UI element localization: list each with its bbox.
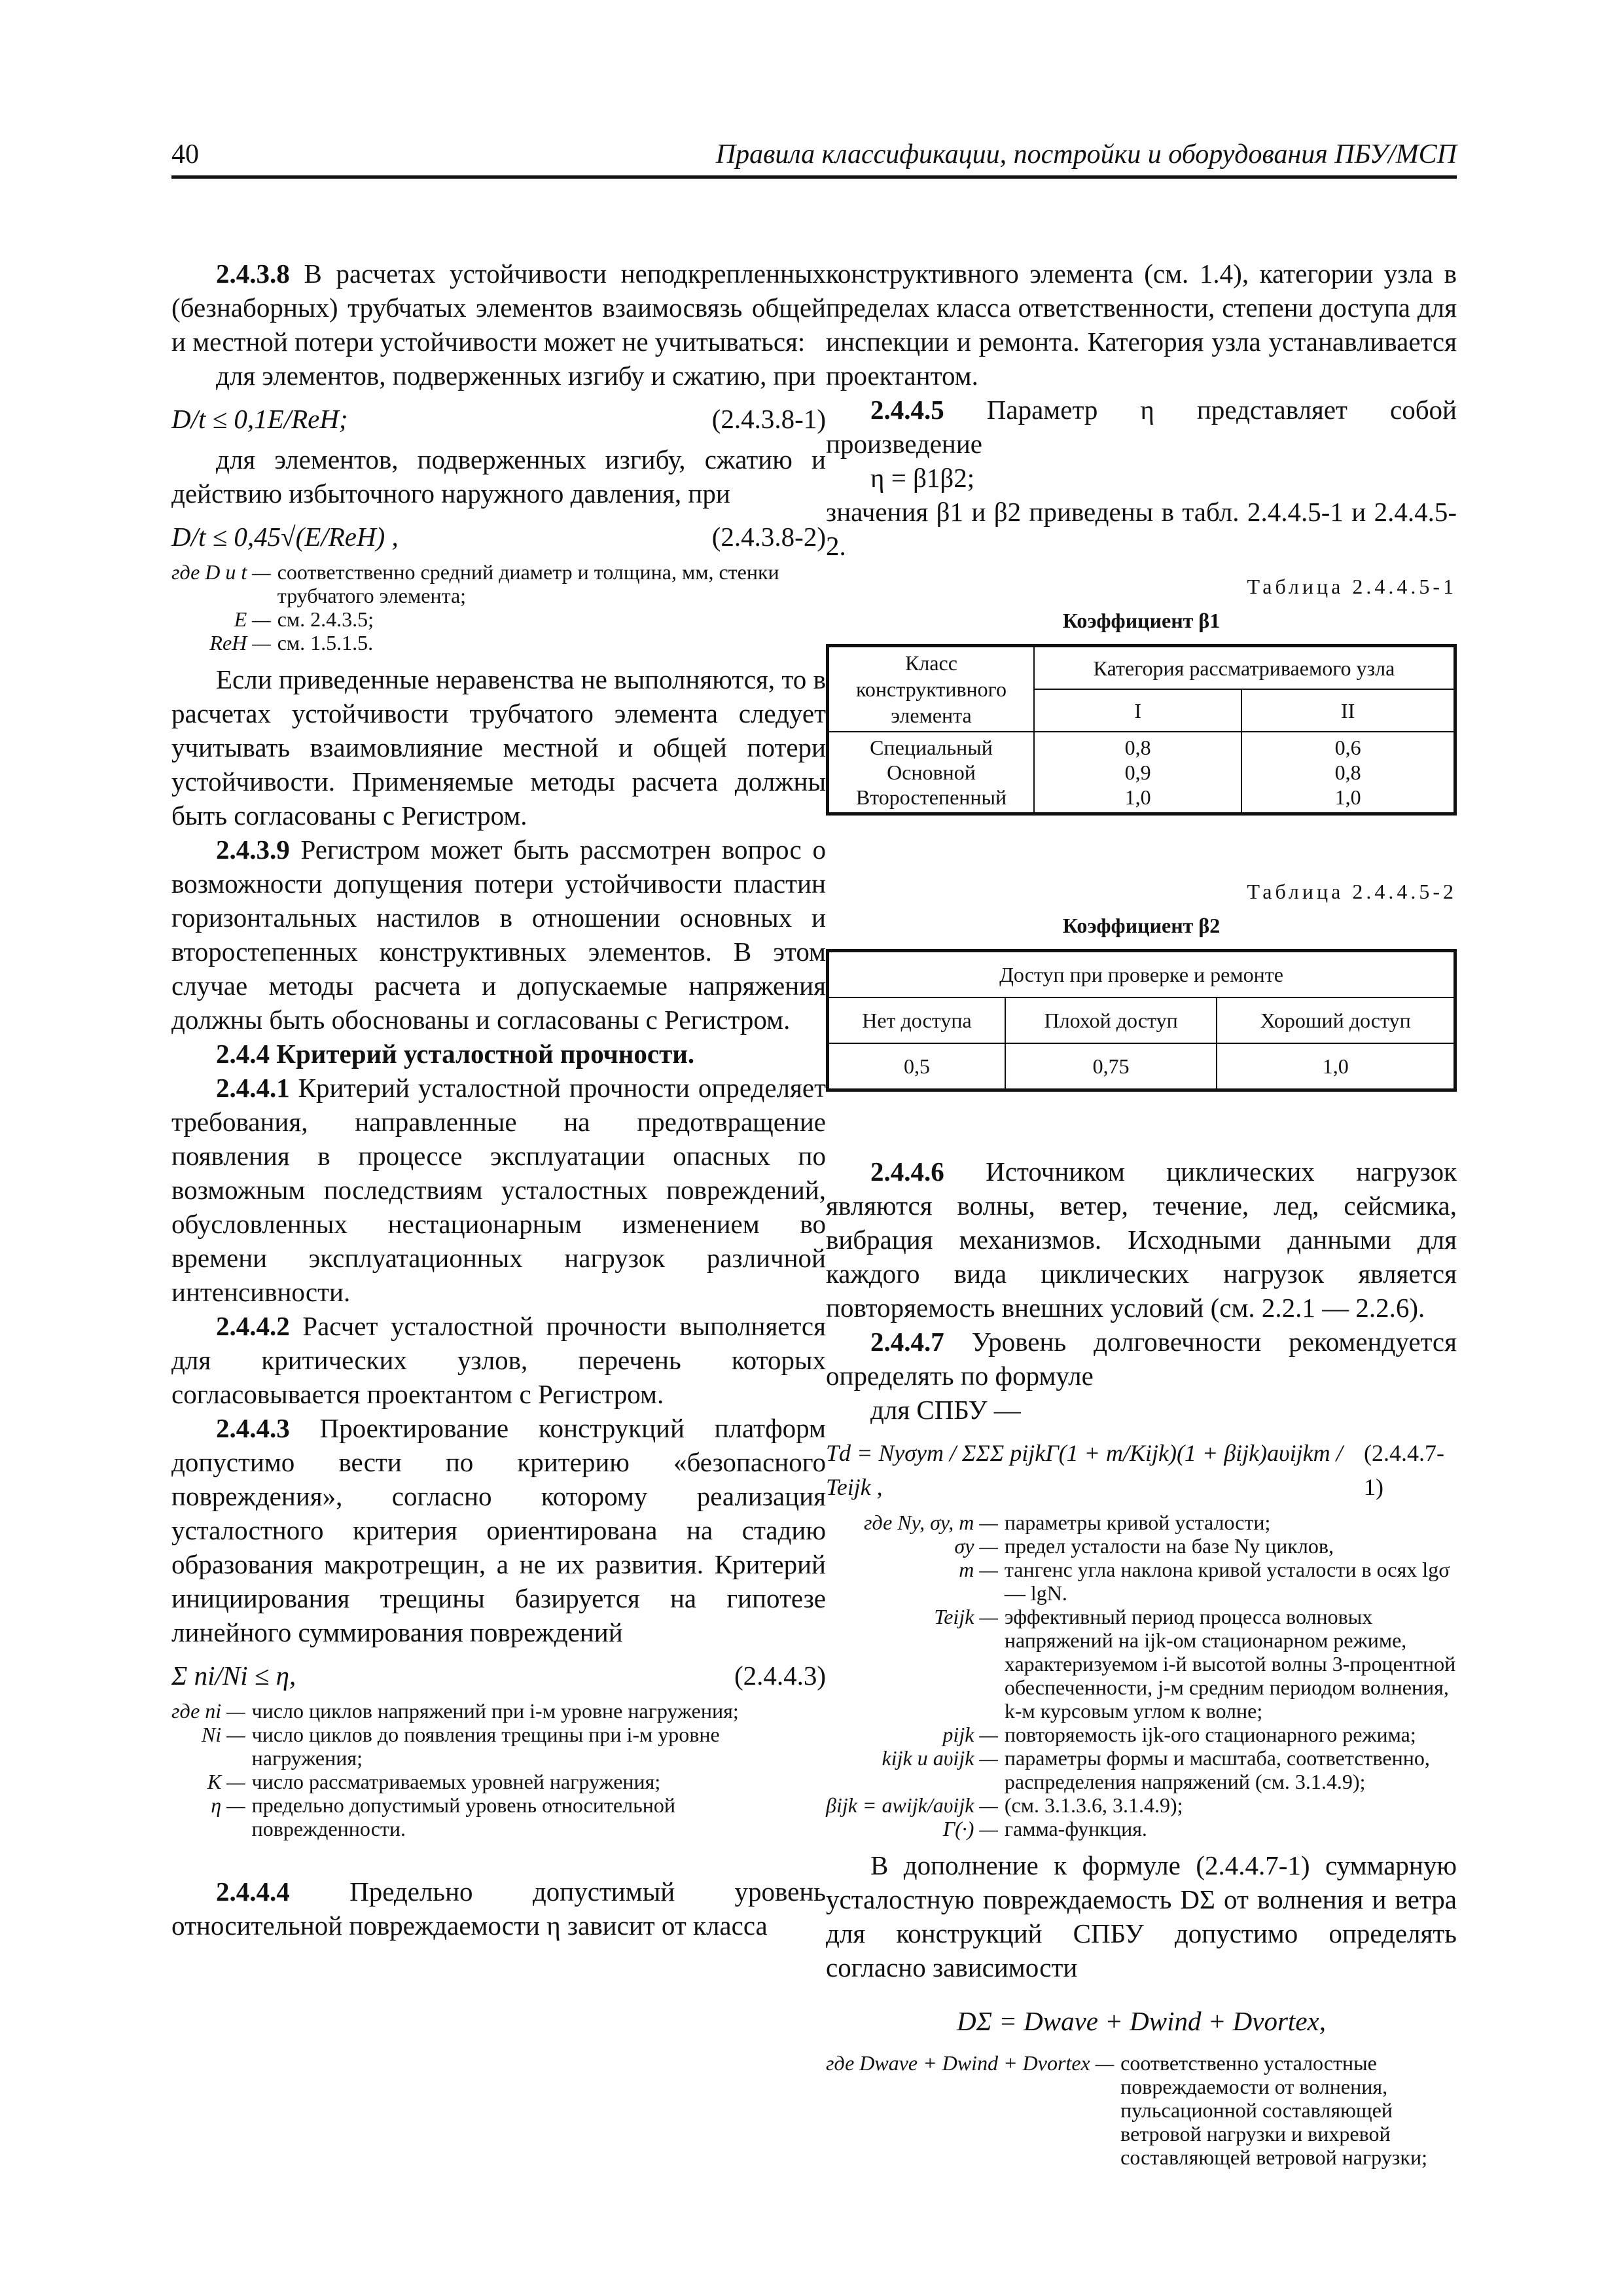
where-value: гамма-функция. [1004, 1817, 1147, 1840]
where-key: Teijk — [934, 1605, 998, 1628]
table1-header-category: Категория рассматриваемого узла [1034, 646, 1455, 690]
clause-label: 2.4.4.3 [216, 1413, 290, 1443]
formula-d-sigma: DΣ = Dwave + Dwind + Dvortex, [957, 2006, 1326, 2036]
table-beta1 [826, 644, 1457, 816]
clause-text: Расчет усталостной прочности выполняется для критических узлов, перечень которых согласовывается проектантом с Регистром. [171, 1311, 826, 1409]
where-value: число циклов напряжений при i-м уровне нагружения; [251, 1699, 739, 1723]
table2-col-header: Нет доступа [828, 997, 1005, 1043]
where-key: η — [211, 1793, 245, 1817]
right-column [826, 257, 1457, 2177]
where-value: (см. 3.1.3.6, 3.1.4.9); [1004, 1793, 1183, 1817]
clause-label: 2.4.4.1 [216, 1073, 290, 1103]
table2-header-access: Доступ при проверке и ремонте [828, 951, 1455, 998]
where-value: параметры кривой усталости; [1004, 1511, 1271, 1534]
paragraph-2-4-3-8 [171, 257, 826, 359]
where-key: kijk и aυijk — [882, 1746, 998, 1770]
table1-header-II: II [1241, 689, 1455, 732]
clause-text: Предельно допустимый уровень относительной повреждаемости η зависит от класса [171, 1876, 826, 1941]
formula-expression: Σ ni/Ni ≤ η, [171, 1660, 296, 1691]
where-value: соответственно усталостные повреждаемости от волнения, пульсационной составляющей ветровой нагрузки и вихревой составляющей ветровой нагрузки; [1120, 2051, 1427, 2169]
paragraph-continuation: конструктивного элемента (см. 1.4), категории узла в пределах класса ответственности, степени доступа для инспекции и ремонта. Категория узла устанавливается проектантом. [826, 259, 1457, 391]
paragraph-2-4-4-4 [171, 1874, 826, 1943]
clause-text: В расчетах устойчивости неподкрепленных (безнаборных) трубчатых элементов взаимосвязь общей и местной потери устойчивости может не учитываться: [171, 259, 826, 357]
paragraph-bending-pressure: для элементов, подверженных изгибу, сжатию и действию избыточного наружного давления, при [171, 444, 826, 509]
where-value: эффективный период процесса волновых напряжений на ijk-ом стационарном режиме, характеризуемом i-й высотой волны 3-процентной обеспеченности, j-м средним периодом волнения, k-м курсовым углом к волне; [1004, 1605, 1456, 1723]
table1-cell: 0,6 [1334, 736, 1361, 759]
where-key: K — [207, 1770, 245, 1793]
formula-number: (2.4.4.7-1) [1363, 1440, 1444, 1500]
where-value: см. 1.5.1.5. [277, 631, 374, 655]
table2-cell: 1,0 [1217, 1043, 1455, 1090]
paragraph-inequalities: Если приведенные неравенства не выполняются, то в расчетах устойчивости трубчатого элемента следует учитывать взаимовлияние местной и общей потери устойчивости. Применяемые методы расчета должны быть согласованы с Регистром. [171, 664, 826, 831]
table1-cell: 0,9 [1124, 761, 1151, 784]
table1-col-I [1034, 732, 1241, 814]
paragraph-additional: В дополнение к формуле (2.4.4.7-1) суммарную усталостную повреждаемость DΣ от волнения и ветра для конструкций СПБУ допустимо определять согласно зависимости [826, 1850, 1457, 1982]
page-number: 40 [171, 139, 199, 170]
where-key: где Dwave + Dwind + Dvortex — [826, 2051, 1115, 2075]
table1-title: Коэффициент β1 [1062, 609, 1221, 632]
left-column [171, 257, 826, 1943]
clause-text: Уровень долговечности рекомендуется определять по формуле [826, 1327, 1457, 1391]
paragraph-2-4-4-1 [171, 1071, 826, 1309]
where-value: предел усталости на базе Ny циклов, [1004, 1534, 1334, 1558]
paragraph-2-4-4-5 [826, 393, 1457, 461]
where-list-4 [826, 2051, 1457, 2169]
paragraph-2-4-4-6 [826, 1155, 1457, 1325]
clause-label: 2.4.4.4 [216, 1876, 290, 1907]
where-list-1 [171, 560, 826, 655]
where-value: соответственно средний диаметр и толщина, мм, стенки трубчатого элемента; [277, 560, 779, 607]
table1-cell: 1,0 [1334, 785, 1361, 809]
paragraph-spbu: для СПБУ — [870, 1395, 1021, 1425]
clause-label: 2.4.4.6 [870, 1157, 944, 1187]
formula-2-4-4-3 [171, 1659, 826, 1693]
table1-cell: 0,8 [1334, 761, 1361, 784]
where-list-3 [826, 1511, 1457, 1840]
formula-expression: Td = Nyσym / ΣΣΣ pijkΓ(1 + m/Kijk)(1 + βijk)aυijkm / Teijk , [826, 1440, 1343, 1500]
clause-text: Регистром может быть рассмотрен вопрос о возможности допущения потери устойчивости пластин горизонтальных настилов в отношении основных и второстепенных конструктивных элементов. В этом случае методы расчета и допускаемые напряжения должны быть обоснованы и согласованы с Регистром. [171, 834, 826, 1035]
table1-header-class: Класс конструктивного элемента [828, 646, 1035, 732]
clause-text: Проектирование конструкций платформ допустимо вести по критерию «безопасного повреждения», согласно которому реализация усталостного критерия ориентирована на стадию образования макротрещин, а не их развития. Критерий инициирования трещины базируется на гипотезе линейного суммирования повреждений [171, 1413, 826, 1647]
formula-2-4-4-7-1 [826, 1436, 1457, 1504]
clause-label: 2.4.3.8 [216, 259, 290, 289]
formula-expression: D/t ≤ 0,45√(E/ReH) , [171, 522, 399, 552]
table1-header-I: I [1034, 689, 1241, 732]
paragraph-2-4-4-3 [171, 1411, 826, 1649]
table2-cell: 0,5 [828, 1043, 1005, 1090]
where-key: βijk = awijk/aυijk — [826, 1793, 998, 1817]
clause-label: 2.4.3.9 [216, 834, 290, 865]
where-key: где ni — [171, 1699, 245, 1723]
table1-cell: 1,0 [1124, 785, 1151, 809]
paragraph-2-4-4-7 [826, 1325, 1457, 1393]
where-value: см. 2.4.3.5; [277, 607, 374, 631]
table1-row-labels [828, 732, 1035, 814]
table-beta2 [826, 949, 1457, 1092]
formula-2-4-3-8-2 [171, 520, 826, 554]
where-value: предельно допустимый уровень относительной поврежденности. [251, 1793, 675, 1840]
table1-col-II [1241, 732, 1455, 814]
header-rule [171, 175, 1457, 179]
formula-eta: η = β1β2; [870, 463, 975, 493]
where-value: число циклов до появления трещины при i-м уровне нагружения; [251, 1723, 720, 1770]
formula-number: (2.4.3.8-2) [711, 522, 826, 552]
table1-row-label: Второстепенный [855, 785, 1007, 809]
where-key: pijk — [942, 1723, 998, 1746]
where-key: E — [234, 607, 271, 631]
clause-text: Источником циклических нагрузок являются волны, ветер, течение, лед, сейсмика, вибрация механизмов. Исходными данными для каждого вида циклических нагрузок является повторяемость внешних условий (см. 2.2.1 — 2.2.6). [826, 1157, 1457, 1323]
table1-cell: 0,8 [1124, 736, 1151, 759]
where-value: повторяемость ijk-ого стационарного режима; [1004, 1723, 1416, 1746]
where-key: Ni — [201, 1723, 245, 1746]
table2-cell: 0,75 [1005, 1043, 1217, 1090]
table2-title: Коэффициент β2 [1062, 914, 1221, 937]
table1-row-label: Основной [887, 761, 976, 784]
table1-caption: Таблица 2.4.4.5-1 [1247, 575, 1457, 598]
paragraph-2-4-4-2 [171, 1309, 826, 1411]
where-key: m — [959, 1558, 998, 1581]
paragraph-beta-values: значения β1 и β2 приведены в табл. 2.4.4.5-1 и 2.4.4.5-2. [826, 497, 1457, 561]
table2-col-header: Хороший доступ [1217, 997, 1455, 1043]
where-value: параметры формы и масштаба, соответственно, распределения напряжений (см. 3.1.4.9); [1004, 1746, 1430, 1793]
clause-label: 2.4.4.7 [870, 1327, 944, 1357]
clause-text: Параметр η представляет собой произведение [826, 395, 1457, 459]
table2-col-header: Плохой доступ [1005, 997, 1217, 1043]
where-value: число рассматриваемых уровней нагружения; [251, 1770, 661, 1793]
where-value: тангенс угла наклона кривой усталости в осях lgσ — lgN. [1004, 1558, 1450, 1605]
table1-row-label: Специальный [870, 736, 993, 759]
table2-caption: Таблица 2.4.4.5-2 [1247, 880, 1457, 903]
clause-label: 2.4.4.2 [216, 1311, 290, 1341]
formula-number: (2.4.4.3) [734, 1660, 826, 1691]
formula-2-4-3-8-1 [171, 402, 826, 436]
where-list-2 [171, 1699, 826, 1840]
clause-text: Критерий усталостной прочности определяет требования, направленные на предотвращение появления в процессе эксплуатации опасных по возможным последствиям усталостных повреждений, обусловленных нестационарным изменением во времени эксплуатационных нагрузок различной интенсивности. [171, 1073, 826, 1307]
paragraph-2-4-3-9 [171, 833, 826, 1037]
clause-label: 2.4.4.5 [870, 395, 944, 425]
formula-expression: D/t ≤ 0,1E/ReH; [171, 404, 348, 434]
where-key: Γ(·) — [942, 1817, 998, 1840]
where-key: где D и t — [171, 560, 271, 584]
where-key: ReH — [209, 631, 271, 655]
where-key: σy — [954, 1534, 998, 1558]
running-header-title: Правила классификации, постройки и оборудования ПБУ/МСП [715, 139, 1457, 170]
formula-number: (2.4.3.8-1) [711, 404, 826, 434]
section-heading-2-4-4: 2.4.4 Критерий усталостной прочности. [216, 1039, 695, 1069]
where-key: где Ny, σy, m — [864, 1511, 998, 1534]
paragraph-bending-compression: для элементов, подверженных изгибу и сжатию, при [216, 361, 816, 391]
